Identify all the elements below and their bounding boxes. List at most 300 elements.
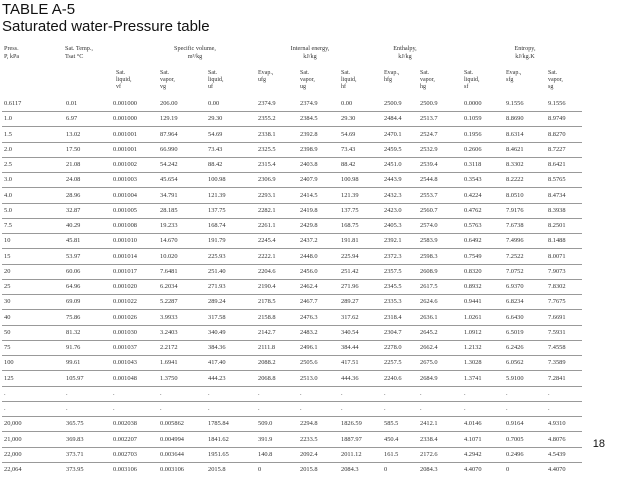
table-cell: 2539.4 bbox=[420, 161, 438, 168]
table-cell: 168.75 bbox=[341, 222, 359, 229]
table-cell: 24.08 bbox=[66, 176, 81, 184]
table-cell: 2204.6 bbox=[258, 267, 276, 275]
table-cell: 2245.4 bbox=[258, 237, 276, 245]
table-cell: 60.06 bbox=[66, 267, 81, 275]
table-cell: 1.2132 bbox=[464, 344, 482, 351]
table-cell: . bbox=[258, 405, 260, 412]
table-cell: 2338.4 bbox=[420, 435, 438, 443]
table-cell: 2524.7 bbox=[420, 130, 438, 138]
table-cell: 8.6314 bbox=[506, 130, 524, 138]
table-cell: 2443.9 bbox=[384, 176, 402, 184]
row-divider bbox=[2, 203, 582, 204]
table-cell: 0.001048 bbox=[113, 374, 137, 382]
table-cell: 271.96 bbox=[341, 283, 359, 290]
table-cell: 2398.9 bbox=[300, 145, 318, 153]
table-cell: 5.0 bbox=[4, 206, 12, 214]
table-cell: 29.30 bbox=[208, 115, 223, 123]
table-cell: 2624.6 bbox=[420, 298, 438, 306]
table-cell: . bbox=[506, 389, 508, 397]
table-cell: 0.002038 bbox=[113, 420, 137, 428]
table-cell: 0.01 bbox=[66, 100, 78, 107]
table-cell: 9.1556 bbox=[506, 100, 524, 107]
table-cell: 2.0 bbox=[4, 145, 12, 153]
table-cell: 340.49 bbox=[208, 328, 226, 336]
table-cell: 317.62 bbox=[341, 313, 359, 321]
table-cell: 0.4224 bbox=[464, 191, 482, 199]
table-cell: 2645.2 bbox=[420, 328, 438, 336]
table-cell: 4.5439 bbox=[548, 450, 566, 458]
table-cell: 2423.0 bbox=[384, 206, 402, 214]
table-subtitle: Saturated water-Pressure table bbox=[2, 18, 210, 35]
table-cell: 13.02 bbox=[66, 130, 81, 138]
table-cell: 373.95 bbox=[66, 466, 84, 473]
table-cell: 2500.9 bbox=[420, 100, 438, 107]
table-cell: 2598.3 bbox=[420, 252, 438, 260]
table-cell: 2335.3 bbox=[384, 298, 402, 306]
table-cell: 0.00 bbox=[208, 100, 220, 107]
table-cell: 6.8234 bbox=[506, 298, 524, 306]
table-cell: 8.3938 bbox=[548, 206, 566, 214]
table-cell: 1.5 bbox=[4, 130, 12, 138]
table-cell: 0.5763 bbox=[464, 222, 482, 229]
table-row bbox=[0, 283, 638, 293]
table-cell: 2484.4 bbox=[384, 115, 402, 123]
table-cell: 32.87 bbox=[66, 206, 81, 214]
table-cell: 45.81 bbox=[66, 237, 81, 245]
table-cell: 2304.7 bbox=[384, 328, 402, 336]
table-cell: 444.36 bbox=[341, 374, 359, 382]
table-cell: 3.9933 bbox=[160, 313, 178, 321]
table-cell: 100 bbox=[4, 359, 14, 367]
table-cell: 373.71 bbox=[66, 450, 84, 458]
header-entropy: Entropy, kJ/kg.K bbox=[514, 45, 536, 60]
table-cell: 7.2522 bbox=[506, 252, 524, 260]
table-cell: 2315.4 bbox=[258, 161, 276, 168]
table-cell: 2414.5 bbox=[300, 191, 318, 199]
table-cell: 125 bbox=[4, 374, 14, 382]
row-divider bbox=[2, 416, 582, 417]
table-cell: 340.54 bbox=[341, 328, 359, 336]
table-cell: 0.001001 bbox=[113, 130, 137, 138]
table-cell: 0.002703 bbox=[113, 450, 137, 458]
table-cell: 137.75 bbox=[208, 206, 226, 214]
table-cell: 168.74 bbox=[208, 222, 226, 229]
table-cell: 0.1059 bbox=[464, 115, 482, 123]
table-cell: . bbox=[420, 389, 422, 397]
row-divider bbox=[2, 325, 582, 326]
table-cell: 14.670 bbox=[160, 237, 178, 245]
table-cell: 2583.9 bbox=[420, 237, 438, 245]
table-cell: 2505.6 bbox=[300, 359, 318, 367]
table-cell: 121.39 bbox=[208, 191, 226, 199]
table-cell: 0.7005 bbox=[506, 435, 524, 443]
table-cell: 17.50 bbox=[66, 145, 81, 153]
table-cell: . bbox=[464, 405, 466, 412]
table-cell: 369.83 bbox=[66, 435, 84, 443]
table-cell: 2496.1 bbox=[300, 344, 318, 351]
table-cell: 2432.3 bbox=[384, 191, 402, 199]
subheader-vg: Sat. vapor, vg bbox=[160, 70, 175, 91]
table-cell: 54.69 bbox=[341, 130, 356, 138]
table-cell: 20,000 bbox=[4, 420, 22, 428]
row-divider bbox=[2, 294, 582, 295]
table-cell: 4.2942 bbox=[464, 450, 482, 458]
table-cell: 0.001004 bbox=[113, 191, 137, 199]
table-cell: 0.2606 bbox=[464, 145, 482, 153]
table-cell: 2084.3 bbox=[420, 466, 438, 473]
header-enthalpy: Enthalpy, kJ/kg bbox=[393, 45, 417, 60]
table-cell: 1785.84 bbox=[208, 420, 229, 428]
table-cell: 29.30 bbox=[341, 115, 356, 123]
page-number: 18 bbox=[592, 438, 605, 450]
subheader-sf: Sat. liquid, sf bbox=[464, 70, 480, 91]
table-cell: 0.005862 bbox=[160, 420, 184, 428]
table-cell: 251.40 bbox=[208, 267, 226, 275]
table-cell: 21,000 bbox=[4, 435, 22, 443]
table-cell: 73.43 bbox=[208, 145, 223, 153]
table-cell: . bbox=[506, 405, 508, 412]
table-cell: 417.40 bbox=[208, 359, 226, 367]
table-cell: 2088.2 bbox=[258, 359, 276, 367]
table-cell: 6.97 bbox=[66, 115, 78, 123]
table-cell: 129.19 bbox=[160, 115, 178, 123]
table-cell: . bbox=[548, 389, 550, 397]
table-row bbox=[0, 436, 638, 446]
table-row bbox=[0, 298, 638, 308]
table-cell: 0.0000 bbox=[464, 100, 482, 107]
table-cell: 0.001005 bbox=[113, 206, 137, 214]
subheader-ufg: Evap., ufg bbox=[258, 70, 274, 84]
table-cell: 7.6691 bbox=[548, 313, 566, 321]
row-divider bbox=[2, 172, 582, 173]
table-cell: 2532.9 bbox=[420, 145, 438, 153]
table-cell: 22,064 bbox=[4, 466, 22, 473]
table-cell: . bbox=[4, 389, 6, 397]
header-sat-temp: Sat. Temp., Tsat °C bbox=[65, 45, 93, 60]
table-cell: 7.0752 bbox=[506, 267, 524, 275]
table-cell: 2092.4 bbox=[300, 450, 318, 458]
table-cell: 2462.4 bbox=[300, 283, 318, 290]
table-cell: 225.94 bbox=[341, 252, 359, 260]
table-row bbox=[0, 237, 638, 247]
table-cell: 450.4 bbox=[384, 435, 399, 443]
table-cell: 2374.9 bbox=[258, 100, 276, 107]
header-specific-volume: Specific volume, m³/kg bbox=[174, 45, 216, 60]
table-cell: 2355.2 bbox=[258, 115, 276, 123]
table-cell: 34.791 bbox=[160, 191, 178, 199]
table-cell: 6.5019 bbox=[506, 328, 524, 336]
table-cell: 0.1956 bbox=[464, 130, 482, 138]
table-cell: 0.001008 bbox=[113, 222, 137, 229]
table-cell: 251.42 bbox=[341, 267, 359, 275]
table-cell: 2544.8 bbox=[420, 176, 438, 184]
table-cell: 9.1556 bbox=[548, 100, 566, 107]
table-cell: 8.1488 bbox=[548, 237, 566, 245]
table-cell: 2084.3 bbox=[341, 466, 359, 473]
table-cell: 225.93 bbox=[208, 252, 226, 260]
row-divider bbox=[2, 401, 582, 402]
table-row bbox=[0, 344, 638, 354]
table-cell: 64.96 bbox=[66, 283, 81, 290]
table-cell: 1.0912 bbox=[464, 328, 482, 336]
table-cell: 21.08 bbox=[66, 161, 81, 168]
table-cell: 1.6941 bbox=[160, 359, 178, 367]
table-cell: 6.2034 bbox=[160, 283, 178, 290]
table-cell: 2384.5 bbox=[300, 115, 318, 123]
table-cell: 444.23 bbox=[208, 374, 226, 382]
row-divider bbox=[2, 111, 582, 112]
subheader-hg: Sat. vapor, hg bbox=[420, 70, 435, 91]
table-cell: 2476.3 bbox=[300, 313, 318, 321]
table-cell: 100.98 bbox=[341, 176, 359, 184]
table-cell: 0.001017 bbox=[113, 267, 137, 275]
table-cell: 140.8 bbox=[258, 450, 273, 458]
table-cell: 8.2501 bbox=[548, 222, 566, 229]
table-cell: 1.0261 bbox=[464, 313, 482, 321]
row-divider bbox=[2, 248, 582, 249]
table-cell: 30 bbox=[4, 298, 11, 306]
table-cell: 2338.1 bbox=[258, 130, 276, 138]
table-cell: 0.001014 bbox=[113, 252, 137, 260]
table-row bbox=[0, 222, 638, 232]
table-cell: 8.3302 bbox=[506, 161, 524, 168]
table-cell: . bbox=[300, 389, 302, 397]
table-cell: 2178.5 bbox=[258, 298, 276, 306]
table-cell: 2282.1 bbox=[258, 206, 276, 214]
table-cell: . bbox=[341, 389, 343, 397]
table-cell: 6.2426 bbox=[506, 344, 524, 351]
table-cell: 66.990 bbox=[160, 145, 178, 153]
table-cell: 0.001000 bbox=[113, 100, 137, 107]
table-cell: . bbox=[384, 405, 386, 412]
table-cell: 4.0 bbox=[4, 191, 12, 199]
table-cell: 206.00 bbox=[160, 100, 178, 107]
row-divider bbox=[2, 233, 582, 234]
table-cell: 20 bbox=[4, 267, 11, 275]
table-row bbox=[0, 405, 638, 415]
table-cell: 7.4996 bbox=[506, 237, 524, 245]
table-cell: 100.98 bbox=[208, 176, 226, 184]
table-cell: 5.2287 bbox=[160, 298, 178, 306]
table-cell: 0.003106 bbox=[160, 466, 184, 473]
table-cell: 75 bbox=[4, 344, 11, 351]
table-cell: 81.32 bbox=[66, 328, 81, 336]
table-cell: 384.36 bbox=[208, 344, 226, 351]
table-row bbox=[0, 268, 638, 278]
table-cell: 0.001002 bbox=[113, 161, 137, 168]
table-cell: 0.001030 bbox=[113, 328, 137, 336]
table-cell: 161.5 bbox=[384, 450, 399, 458]
subheader-hf: Sat. liquid, hf bbox=[341, 70, 357, 91]
table-cell: 7.2841 bbox=[548, 374, 566, 382]
table-cell: 7.5931 bbox=[548, 328, 566, 336]
table-cell: 0.3543 bbox=[464, 176, 482, 184]
table-cell: 384.44 bbox=[341, 344, 359, 351]
table-cell: 7.6481 bbox=[160, 267, 178, 275]
table-cell: 0.2496 bbox=[506, 450, 524, 458]
table-cell: 6.9370 bbox=[506, 283, 524, 290]
table-cell: 2456.0 bbox=[300, 267, 318, 275]
table-cell: 1.3750 bbox=[160, 374, 178, 382]
row-divider bbox=[2, 279, 582, 280]
table-cell: 50 bbox=[4, 328, 11, 336]
row-divider bbox=[2, 157, 582, 158]
table-cell: 54.69 bbox=[208, 130, 223, 138]
table-cell: 191.81 bbox=[341, 237, 359, 245]
table-cell: 2574.0 bbox=[420, 222, 438, 229]
table-cell: 2293.1 bbox=[258, 191, 276, 199]
table-cell: 7.4558 bbox=[548, 344, 566, 351]
table-cell: 2172.6 bbox=[420, 450, 438, 458]
table-cell: 10.020 bbox=[160, 252, 178, 260]
table-cell: 0.8320 bbox=[464, 267, 482, 275]
table-cell: 1826.59 bbox=[341, 420, 362, 428]
table-cell: 1.0 bbox=[4, 115, 12, 123]
table-cell: 2294.8 bbox=[300, 420, 318, 428]
table-cell: 7.6738 bbox=[506, 222, 524, 229]
table-cell: 2448.0 bbox=[300, 252, 318, 260]
table-cell: 2467.7 bbox=[300, 298, 318, 306]
table-cell: 0.001001 bbox=[113, 145, 137, 153]
table-row bbox=[0, 176, 638, 186]
table-cell: 2636.1 bbox=[420, 313, 438, 321]
table-cell: 2233.5 bbox=[300, 435, 318, 443]
table-cell: 289.27 bbox=[341, 298, 359, 306]
table-cell: . bbox=[4, 405, 6, 412]
row-divider bbox=[2, 187, 582, 188]
table-cell: 28.96 bbox=[66, 191, 81, 199]
table-cell: 0.003644 bbox=[160, 450, 184, 458]
table-cell: 2325.5 bbox=[258, 145, 276, 153]
table-cell: 8.0510 bbox=[506, 191, 524, 199]
table-row bbox=[0, 161, 638, 171]
table-cell: 3.0 bbox=[4, 176, 12, 184]
table-row bbox=[0, 359, 638, 369]
table-cell: 91.76 bbox=[66, 344, 81, 351]
table-cell: 75.86 bbox=[66, 313, 81, 321]
table-row bbox=[0, 314, 638, 324]
table-cell: 0.001010 bbox=[113, 237, 137, 245]
table-cell: . bbox=[300, 405, 302, 412]
table-cell: 7.9073 bbox=[548, 267, 566, 275]
table-cell: 2222.1 bbox=[258, 252, 276, 260]
table-cell: 2392.8 bbox=[300, 130, 318, 138]
table-cell: 0.001000 bbox=[113, 115, 137, 123]
subheader-uf: Sat. liquid, uf bbox=[208, 70, 224, 91]
row-divider bbox=[2, 340, 582, 341]
row-divider bbox=[2, 309, 582, 310]
table-row bbox=[0, 100, 638, 110]
table-cell: 7.9176 bbox=[506, 206, 524, 214]
table-cell: 2662.4 bbox=[420, 344, 438, 351]
table-cell: 8.0071 bbox=[548, 252, 566, 260]
table-cell: 2403.8 bbox=[300, 161, 318, 168]
table-cell: 191.79 bbox=[208, 237, 226, 245]
table-cell: 0.001003 bbox=[113, 176, 137, 184]
table-cell: 40.29 bbox=[66, 222, 81, 229]
table-cell: 88.42 bbox=[341, 161, 356, 168]
table-cell: 7.3589 bbox=[548, 359, 566, 367]
table-row bbox=[0, 420, 638, 430]
row-divider bbox=[2, 126, 582, 127]
table-cell: 8.4621 bbox=[506, 145, 524, 153]
table-cell: 0.001026 bbox=[113, 313, 137, 321]
table-cell: 2513.7 bbox=[420, 115, 438, 123]
table-cell: . bbox=[113, 389, 115, 397]
table-cell: 0 bbox=[506, 466, 510, 473]
table-cell: . bbox=[113, 405, 115, 412]
table-row bbox=[0, 329, 638, 339]
table-row bbox=[0, 451, 638, 461]
table-cell: 2675.0 bbox=[420, 359, 438, 367]
table-cell: 6.0562 bbox=[506, 359, 524, 367]
table-cell: 0.00 bbox=[341, 100, 353, 107]
header-pressure: Press. P, kPa bbox=[4, 45, 20, 60]
table-cell: 0.3118 bbox=[464, 161, 482, 168]
table-cell: 0.004994 bbox=[160, 435, 184, 443]
table-cell: 8.2222 bbox=[506, 176, 524, 184]
table-cell: 99.61 bbox=[66, 359, 81, 367]
table-cell: 2407.9 bbox=[300, 176, 318, 184]
table-cell: 2.5 bbox=[4, 161, 12, 168]
row-divider bbox=[2, 355, 582, 356]
table-cell: 8.5765 bbox=[548, 176, 566, 184]
table-cell: 2158.8 bbox=[258, 313, 276, 321]
table-cell: 2.2172 bbox=[160, 344, 178, 351]
table-cell: 28.185 bbox=[160, 206, 178, 214]
table-cell: 121.39 bbox=[341, 191, 359, 199]
table-cell: 2617.5 bbox=[420, 283, 438, 290]
table-cell: 8.7227 bbox=[548, 145, 566, 153]
table-row bbox=[0, 466, 638, 476]
subheader-hfg: Evap., hfg bbox=[384, 70, 400, 84]
table-cell: 0.7549 bbox=[464, 252, 482, 260]
table-cell: 2318.4 bbox=[384, 313, 402, 321]
table-cell: 8.6421 bbox=[548, 161, 566, 168]
table-cell: 2553.7 bbox=[420, 191, 438, 199]
table-cell: 1887.97 bbox=[341, 435, 362, 443]
table-cell: 0.6492 bbox=[464, 237, 482, 245]
table-cell: 2190.4 bbox=[258, 283, 276, 290]
row-divider bbox=[2, 264, 582, 265]
table-cell: 2011.12 bbox=[341, 450, 362, 458]
table-cell: 4.0146 bbox=[464, 420, 482, 428]
table-cell: 45.654 bbox=[160, 176, 178, 184]
table-cell: 2257.5 bbox=[384, 359, 402, 367]
table-cell: 4.8076 bbox=[548, 435, 566, 443]
table-cell: 69.09 bbox=[66, 298, 81, 306]
table-cell: 2015.8 bbox=[208, 466, 226, 473]
table-title: TABLE A-5 bbox=[2, 1, 76, 18]
table-cell: 105.97 bbox=[66, 374, 84, 382]
table-cell: . bbox=[160, 389, 162, 397]
table-cell: 317.58 bbox=[208, 313, 226, 321]
table-cell: 0.001043 bbox=[113, 359, 137, 367]
table-cell: 4.4070 bbox=[464, 466, 482, 473]
row-divider bbox=[2, 218, 582, 219]
table-cell: 2470.1 bbox=[384, 130, 402, 138]
table-cell: 19.233 bbox=[160, 222, 178, 229]
table-cell: 8.8690 bbox=[506, 115, 524, 123]
table-cell: 4.9310 bbox=[548, 420, 566, 428]
table-cell: . bbox=[208, 405, 210, 412]
table-cell: 7.8302 bbox=[548, 283, 566, 290]
table-cell: 289.24 bbox=[208, 298, 226, 306]
table-cell: 1.3741 bbox=[464, 374, 482, 382]
subheader-vf: Sat. liquid, vf bbox=[116, 70, 132, 91]
row-divider bbox=[2, 370, 582, 371]
table-cell: 0.8932 bbox=[464, 283, 482, 290]
